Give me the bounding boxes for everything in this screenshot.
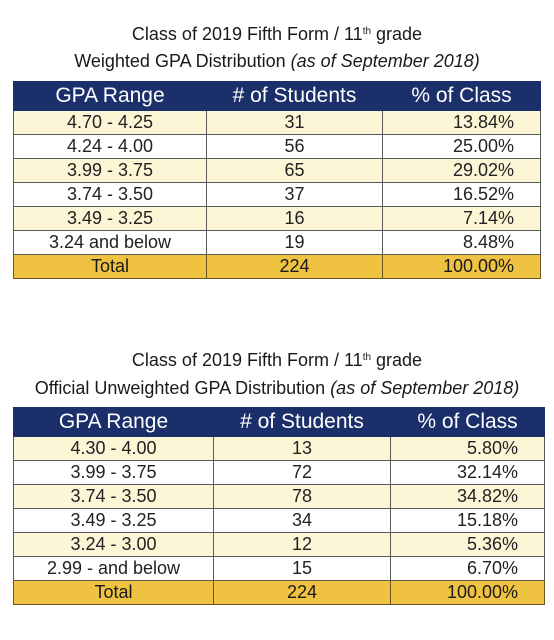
gpa-range-cell: 3.99 - 3.75 [14,159,207,183]
unweighted-title-line2: Official Unweighted GPA Distribution (as of September 2018) [34,378,520,398]
header-row [14,82,541,111]
gpa-range-cell: 4.24 - 4.00 [14,135,207,159]
pct-cell: 34.82% [391,485,545,509]
pct-cell: 32.14% [391,461,545,485]
total-row [14,581,545,605]
table-row [14,207,541,231]
table-row [14,557,545,581]
total-students: 224 [207,255,383,279]
gpa-range-cell: 3.49 - 3.25 [14,509,214,533]
table-row [14,231,541,255]
table-row [14,159,541,183]
pct-cell: 16.52% [383,183,541,207]
pct-cell: 29.02% [383,159,541,183]
header-pct-class: % of Class [383,82,541,111]
pct-cell: 25.00% [383,135,541,159]
weighted-gpa-table [13,81,541,279]
students-cell: 56 [207,135,383,159]
gpa-range-cell: 3.99 - 3.75 [14,461,214,485]
total-label: Total [14,255,207,279]
students-cell: 37 [207,183,383,207]
header-gpa-range: GPA Range [14,408,214,437]
pct-cell: 6.70% [391,557,545,581]
pct-cell: 7.14% [383,207,541,231]
table-row [14,509,545,533]
table-row [14,183,541,207]
gpa-range-cell: 2.99 - and below [14,557,214,581]
students-cell: 13 [214,437,391,461]
pct-cell: 15.18% [391,509,545,533]
students-cell: 65 [207,159,383,183]
header-row [14,408,545,437]
table-row [14,461,545,485]
table-row [14,485,545,509]
header-pct-class: % of Class [391,408,545,437]
students-cell: 31 [207,111,383,135]
total-label: Total [14,581,214,605]
table-row [14,111,541,135]
students-cell: 34 [214,509,391,533]
weighted-title-line2: Weighted GPA Distribution (as of September 2018) [74,51,480,71]
pct-cell: 13.84% [383,111,541,135]
pct-cell: 5.36% [391,533,545,557]
gpa-range-cell: 3.24 and below [14,231,207,255]
pct-cell: 5.80% [391,437,545,461]
gpa-range-cell: 3.49 - 3.25 [14,207,207,231]
table-row [14,533,545,557]
table-row [14,437,545,461]
students-cell: 12 [214,533,391,557]
unweighted-gpa-table [13,407,545,605]
header-gpa-range: GPA Range [14,82,207,111]
students-cell: 78 [214,485,391,509]
total-pct: 100.00% [383,255,541,279]
students-cell: 19 [207,231,383,255]
table-row [14,135,541,159]
unweighted-title-line1: Class of 2019 Fifth Form / 11th grade [131,350,423,370]
gpa-range-cell: 3.74 - 3.50 [14,183,207,207]
gpa-range-cell: 3.24 - 3.00 [14,533,214,557]
students-cell: 16 [207,207,383,231]
header-num-students: # of Students [207,82,383,111]
students-cell: 72 [214,461,391,485]
students-cell: 15 [214,557,391,581]
total-row [14,255,541,279]
pct-cell: 8.48% [383,231,541,255]
weighted-title-line1: Class of 2019 Fifth Form / 11th grade [131,24,423,44]
header-num-students: # of Students [214,408,391,437]
gpa-range-cell: 4.70 - 4.25 [14,111,207,135]
total-pct: 100.00% [391,581,545,605]
gpa-range-cell: 4.30 - 4.00 [14,437,214,461]
gpa-range-cell: 3.74 - 3.50 [14,485,214,509]
total-students: 224 [214,581,391,605]
